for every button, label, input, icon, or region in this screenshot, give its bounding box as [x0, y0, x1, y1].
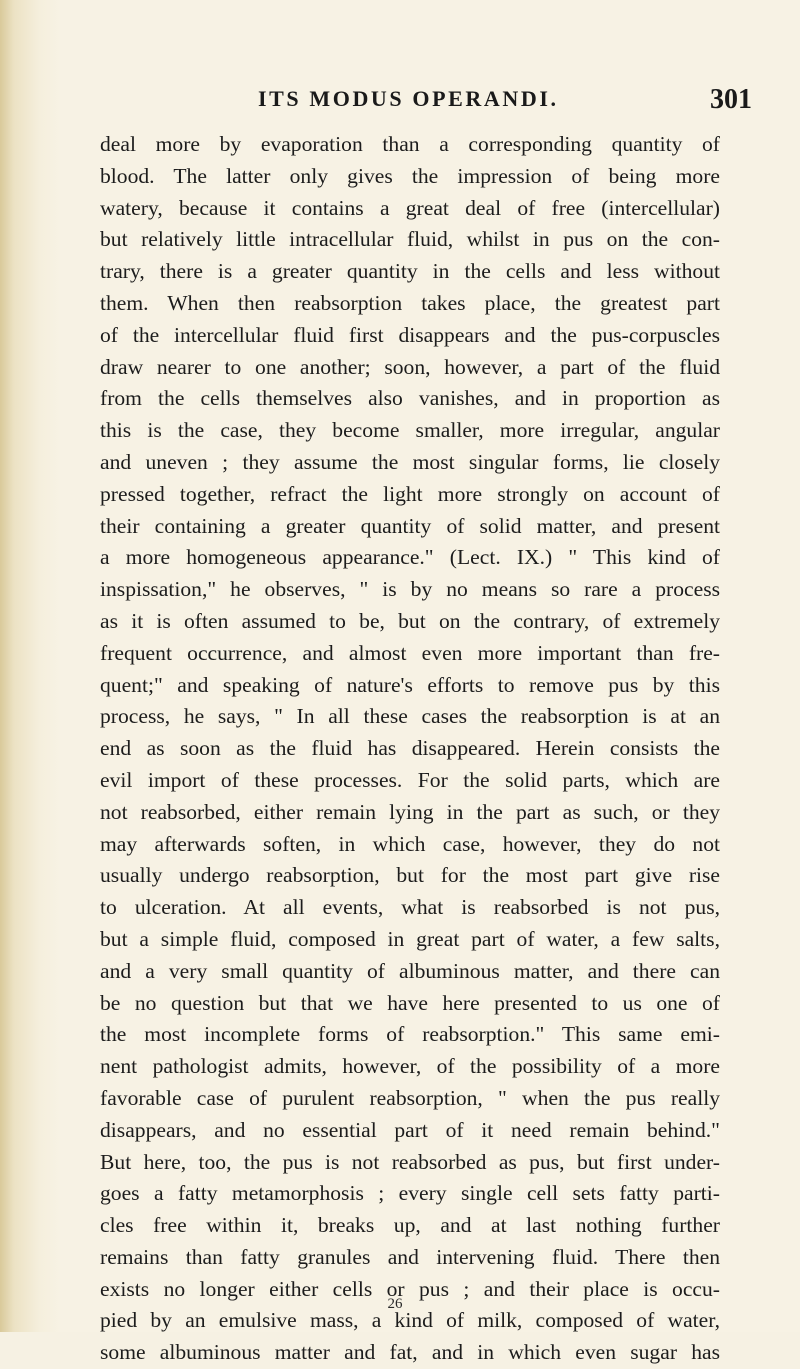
- text-line: may afterwards soften, in which case, however, they do not: [100, 831, 720, 856]
- text-line: disappears, and no essential part of it need remain behind.": [100, 1117, 720, 1142]
- text-line: But here, too, the pus is not reabsorbed as pus, but first under-: [100, 1149, 720, 1174]
- text-line: the most incomplete forms of reabsorption." This same emi-: [100, 1022, 720, 1047]
- text-line: exists no longer either cells or pus ; and their place is occu-: [100, 1276, 720, 1301]
- text-line: pied by an emulsive mass, a kind of milk, composed of water,: [100, 1308, 720, 1333]
- running-head: [0, 86, 800, 116]
- text-line: nent pathologist admits, however, of the possibility of a more: [100, 1054, 720, 1079]
- text-line: goes a fatty metamorphosis ; every single cell sets fatty parti-: [100, 1181, 720, 1206]
- text-line: pressed together, refract the light more strongly on account of: [100, 481, 720, 506]
- text-line: inspissation," he observes, " is by no means so rare a process: [100, 577, 720, 602]
- body-text: [100, 129, 720, 1369]
- text-line: this is the case, they become smaller, more irregular, angular: [100, 418, 720, 443]
- signature-mark: 26: [387, 1296, 403, 1312]
- text-line: of the intercellular fluid first disappears and the pus-corpuscles: [100, 322, 720, 347]
- text-line: remains than fatty granules and intervening fluid. There then: [100, 1244, 720, 1269]
- text-line: end as soon as the fluid has disappeared. Herein consists the: [100, 736, 720, 761]
- text-line: favorable case of purulent reabsorption, " when the pus really: [100, 1085, 720, 1110]
- text-line: a more homogeneous appearance." (Lect. IX.) " This kind of: [100, 545, 720, 570]
- text-line: blood. The latter only gives the impression of being more: [100, 163, 720, 188]
- text-line: draw nearer to one another; soon, however, a part of the fluid: [100, 354, 720, 379]
- running-head-title: ITS MODUS OPERANDI.: [258, 86, 559, 111]
- text-line: evil import of these processes. For the solid parts, which are: [100, 767, 720, 792]
- text-line: process, he says, " In all these cases the reabsorption is at an: [100, 704, 720, 729]
- page-number: 301: [710, 84, 752, 115]
- text-line: frequent occurrence, and almost even more important than fre-: [100, 640, 720, 665]
- text-line: some albuminous matter and fat, and in which even sugar has: [100, 1340, 720, 1365]
- text-line: but relatively little intracellular fluid, whilst in pus on the con-: [100, 227, 720, 252]
- text-line: trary, there is a greater quantity in the cells and less without: [100, 259, 720, 284]
- text-line: them. When then reabsorption takes place, the greatest part: [100, 290, 720, 315]
- text-line: usually undergo reabsorption, but for the most part give rise: [100, 863, 720, 888]
- text-line: cles free within it, breaks up, and at last nothing further: [100, 1213, 720, 1238]
- text-line: quent;" and speaking of nature's efforts to remove pus by this: [100, 672, 720, 697]
- text-line: and a very small quantity of albuminous matter, and there can: [100, 958, 720, 983]
- text-line: to ulceration. At all events, what is reabsorbed is not pus,: [100, 895, 720, 920]
- text-line: be no question but that we have here presented to us one of: [100, 990, 720, 1015]
- text-line: from the cells themselves also vanishes, and in proportion as: [100, 386, 720, 411]
- text-line: not reabsorbed, either remain lying in the part as such, or they: [100, 799, 720, 824]
- text-line: watery, because it contains a great deal of free (intercellular): [100, 195, 720, 220]
- text-line: as it is often assumed to be, but on the contrary, of extremely: [100, 608, 720, 633]
- text-line: but a simple fluid, composed in great part of water, a few salts,: [100, 926, 720, 951]
- text-line: and uneven ; they assume the most singular forms, lie closely: [100, 449, 720, 474]
- text-line: their containing a greater quantity of solid matter, and present: [100, 513, 720, 538]
- text-line: deal more by evaporation than a corresponding quantity of: [100, 132, 720, 156]
